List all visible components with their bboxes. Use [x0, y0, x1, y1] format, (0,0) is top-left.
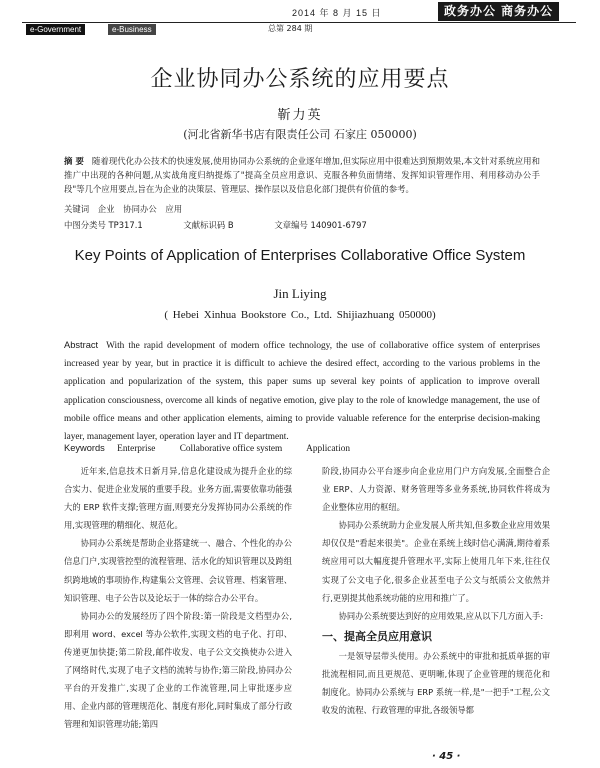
english-keywords-label: Keywords	[64, 443, 105, 453]
issue-date: 2014 年 8 月 15 日	[292, 8, 382, 18]
paragraph: 协同办公的发展经历了四个阶段:第一阶段是文档型办公,即利用 word、excel 等办公软件,实现文档的电子化、打印、传递更加快捷;第二阶段,邮件收发、电子公文交换使办公进入了网络时代,实现了电子文档的流转与协作;第三阶段,协同办公平台的开发推广,实现了企业的工作流管理,同上审批逐步应用、企业内部的管理规范化、制度有形化,同时集成了部分行政管理和知识管理功能;第四	[64, 610, 292, 730]
english-keyword: Collaborative office system	[179, 444, 283, 454]
paragraph: 阶段,协同办公平台逐步向企业应用门户方向发展,全面整合企业 ERP、人力资源、财务管理等多业务系统,协同软件将成为企业整体应用的枢纽。	[322, 466, 550, 513]
english-abstract-label: Abstract	[64, 340, 99, 350]
paragraph: 协同办公系统是帮助企业搭建统一、融合、个性化的办公信息门户,实现管控型的流程管理、活水化的知识管理以及跨组织跨地域的事项协作,构建集公文管理、会议管理、档案管理、知识管理、电子公告以及论坛于一体的综合办公平台。	[64, 538, 292, 603]
document-code: 文献标识码 B	[183, 220, 234, 230]
english-abstract-text: With the rapid development of modern office technology, the use of collaborative office system of enterprises increased year by year, but in practice it is difficult to achieve the desired effect, according to the various problems in the application and popularization of the system, this paper sums up several key points of application to improve overall application consciousness, overcome all kinds of negative emotion, give play to the role of knowledge management, the use of mobile office means and other application elements, aiming to provide valuable reference for the enterprise decision-making layer, management layer, operation layer and IT department.	[64, 341, 540, 443]
classification-row	[64, 219, 405, 231]
tag-e-government: e-Government	[26, 24, 85, 35]
english-author: Jin Liying	[273, 286, 327, 301]
paragraph: 协同办公系统要达到好的应用效果,应从以下几方面入手:	[338, 610, 544, 621]
column-title-banner: 政务办公 商务办公	[438, 2, 559, 21]
paragraph: 一是领导层带头使用。办公系统中的审批和抵质单据的审批流程相同,而且更规范、更明晰,体现了企业管理的规范化和制度化。协同办公系统与 ERP 系统一样,是"一把手"工程,公文收发的流程、行政管理的审批,各级领导都	[322, 650, 550, 716]
abstract-english	[64, 336, 540, 446]
abstract-label: 摘 要	[64, 156, 84, 166]
tag-e-business: e-Business	[108, 24, 156, 35]
english-keyword: Enterprise	[117, 444, 156, 454]
paragraph: 协同办公系统助力企业发展人所共知,但多数企业应用效果却仅仅是"看起来很美"。企业在系统上线时信心满满,期待着系统应用可以大幅度提升管理水平,实际上使用几年下来,往往仅实现了公文电子化,很多企业甚至电子公文与纸质公文依然并行,更别提其他系统功能的应用和推广了。	[322, 520, 550, 603]
english-title: Key Points of Application of Enterprises Collaborative Office System	[74, 247, 526, 264]
paragraph: 近年来,信息技术日新月异,信息化建设成为提升企业的综合实力、促进企业发展的重要手段。业务方面,需要依靠功能强大的 ERP 软件支撑;管理方面,则要充分发挥协同办公系统的作用,实现管理的精细化、规范化。	[64, 466, 292, 531]
english-keyword: Application	[306, 444, 351, 454]
page-title: 企业协同办公系统的应用要点	[150, 67, 450, 92]
page-number: · 45 ·	[432, 751, 461, 762]
section-heading: 一、提高全员应用意识	[322, 629, 432, 643]
abstract-text: 随着现代化办公技术的快速发展,使用协同办公系统的企业逐年增加,但实际应用中很难达到预期效果,本文针对系统应用和推广中出现的各种问题,从实战角度归纳提炼了"提高全员应用意识、克服各种负面情绪、发挥知识管理作用、利用移动办公手段"等几个应用要点,旨在为企业的决策层、管理层、操作层以及信息化部门提供有价值的参考。	[64, 156, 540, 194]
author-affiliation: (河北省新华书店有限责任公司 石家庄 050000)	[183, 128, 417, 141]
issue-number: 总第 284 期	[268, 24, 313, 33]
article-number: 文章编号 140901-6797	[274, 220, 367, 230]
keywords-english	[64, 443, 372, 454]
keywords-chinese: 关键词 企业 协同办公 应用	[64, 204, 183, 214]
class-number: 中图分类号 TP317.1	[64, 220, 143, 230]
english-affiliation: ( Hebei Xinhua Bookstore Co., Ltd. Shijiazhuang 050000)	[164, 309, 436, 321]
author-name: 靳力英	[277, 108, 323, 123]
body-column-left	[64, 462, 292, 733]
body-column-right	[322, 462, 550, 719]
abstract-chinese	[64, 154, 540, 196]
